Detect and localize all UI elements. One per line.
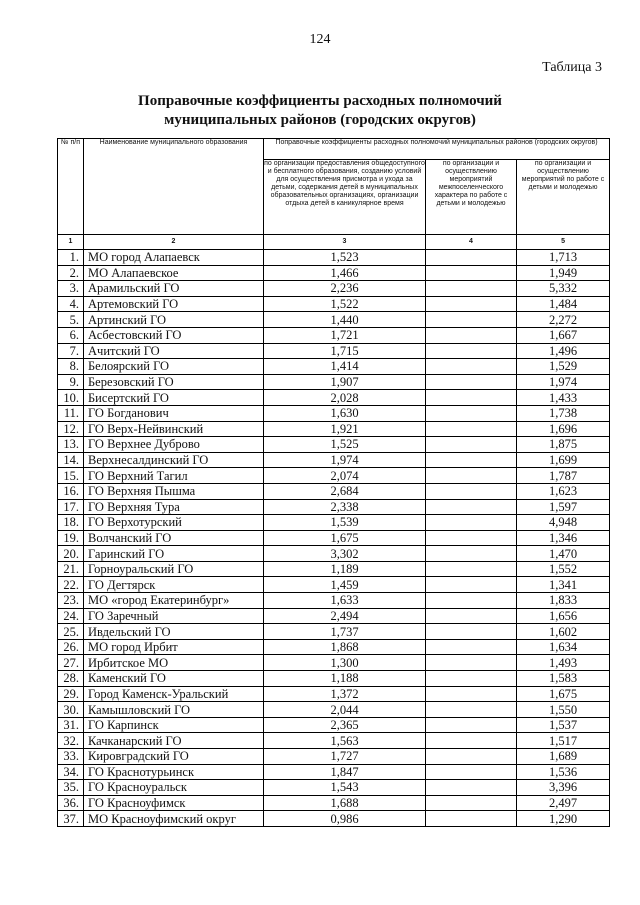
title-line-2: муниципальных районов (городских округов) bbox=[164, 112, 476, 128]
coef-education: 1,727 bbox=[264, 749, 426, 765]
coef-intermunicipal-youth bbox=[426, 639, 517, 655]
table-row bbox=[58, 749, 610, 765]
row-number: 14. bbox=[58, 452, 84, 468]
coef-youth: 1,341 bbox=[517, 577, 610, 593]
coef-education: 1,688 bbox=[264, 795, 426, 811]
coef-education: 1,563 bbox=[264, 733, 426, 749]
coef-youth: 1,667 bbox=[517, 327, 610, 343]
coef-education: 1,523 bbox=[264, 250, 426, 266]
table-row bbox=[58, 655, 610, 671]
coef-intermunicipal-youth bbox=[426, 577, 517, 593]
coef-intermunicipal-youth bbox=[426, 421, 517, 437]
coef-youth: 1,537 bbox=[517, 717, 610, 733]
coef-youth: 1,699 bbox=[517, 452, 610, 468]
municipality-name: ГО Верхнее Дуброво bbox=[84, 437, 264, 453]
row-number: 37. bbox=[58, 811, 84, 827]
header-index: 1 bbox=[58, 235, 84, 250]
header-col3: по организации предоставления общедоступного и бесплатного образования, созданию условий для осуществления присмотра и ухода за детьми, содержания детей в муниципальных образовательных организациях, организации отдыха детей в каникулярное время bbox=[264, 160, 426, 235]
municipality-name: ГО Красноуфимск bbox=[84, 795, 264, 811]
coef-education: 0,986 bbox=[264, 811, 426, 827]
table-row bbox=[58, 546, 610, 562]
coef-intermunicipal-youth bbox=[426, 671, 517, 687]
coef-intermunicipal-youth bbox=[426, 327, 517, 343]
table-row bbox=[58, 515, 610, 531]
coef-education: 1,414 bbox=[264, 359, 426, 375]
municipality-name: ГО Верхотурский bbox=[84, 515, 264, 531]
municipality-name: Белоярский ГО bbox=[84, 359, 264, 375]
coef-youth: 1,974 bbox=[517, 374, 610, 390]
row-number: 24. bbox=[58, 608, 84, 624]
coef-intermunicipal-youth bbox=[426, 483, 517, 499]
row-number: 20. bbox=[58, 546, 84, 562]
table-row bbox=[58, 296, 610, 312]
coef-youth: 1,738 bbox=[517, 405, 610, 421]
coef-youth: 1,787 bbox=[517, 468, 610, 484]
coef-intermunicipal-youth bbox=[426, 468, 517, 484]
coef-intermunicipal-youth bbox=[426, 515, 517, 531]
row-number: 27. bbox=[58, 655, 84, 671]
municipality-name: Березовский ГО bbox=[84, 374, 264, 390]
table-title bbox=[0, 92, 640, 130]
coef-intermunicipal-youth bbox=[426, 608, 517, 624]
coef-youth: 1,713 bbox=[517, 250, 610, 266]
coef-education: 2,365 bbox=[264, 717, 426, 733]
header-name: Наименование муниципального образования bbox=[84, 139, 264, 235]
municipality-name: Ивдельский ГО bbox=[84, 624, 264, 640]
coef-intermunicipal-youth bbox=[426, 499, 517, 515]
table-row bbox=[58, 421, 610, 437]
municipality-name: ГО Богданович bbox=[84, 405, 264, 421]
row-number: 8. bbox=[58, 359, 84, 375]
municipality-name: Кировградский ГО bbox=[84, 749, 264, 765]
header-index: 4 bbox=[426, 235, 517, 250]
row-number: 31. bbox=[58, 717, 84, 733]
coef-intermunicipal-youth bbox=[426, 312, 517, 328]
coef-intermunicipal-youth bbox=[426, 530, 517, 546]
coef-youth: 1,696 bbox=[517, 421, 610, 437]
header-col5: по организации и осуществлению мероприятий по работе с детьми и молодежью bbox=[517, 160, 610, 235]
coef-intermunicipal-youth bbox=[426, 250, 517, 266]
row-number: 12. bbox=[58, 421, 84, 437]
coef-intermunicipal-youth bbox=[426, 780, 517, 796]
table-row bbox=[58, 795, 610, 811]
coef-education: 1,459 bbox=[264, 577, 426, 593]
table-row bbox=[58, 374, 610, 390]
coef-intermunicipal-youth bbox=[426, 452, 517, 468]
table-row bbox=[58, 733, 610, 749]
table-row bbox=[58, 483, 610, 499]
municipality-name: ГО Верхний Тагил bbox=[84, 468, 264, 484]
table-row bbox=[58, 530, 610, 546]
coef-education: 2,338 bbox=[264, 499, 426, 515]
table-row bbox=[58, 343, 610, 359]
coef-intermunicipal-youth bbox=[426, 437, 517, 453]
coef-intermunicipal-youth bbox=[426, 374, 517, 390]
title-line-1: Поправочные коэффициенты расходных полномочий bbox=[138, 93, 502, 109]
coef-education: 2,684 bbox=[264, 483, 426, 499]
coef-youth: 1,875 bbox=[517, 437, 610, 453]
municipality-name: Горноуральский ГО bbox=[84, 561, 264, 577]
table-label: Таблица 3 bbox=[542, 60, 602, 75]
row-number: 19. bbox=[58, 530, 84, 546]
coef-youth: 2,272 bbox=[517, 312, 610, 328]
coef-youth: 1,602 bbox=[517, 624, 610, 640]
coef-youth: 4,948 bbox=[517, 515, 610, 531]
coef-education: 1,372 bbox=[264, 686, 426, 702]
header-index: 5 bbox=[517, 235, 610, 250]
municipality-name: МО город Ирбит bbox=[84, 639, 264, 655]
coef-education: 1,847 bbox=[264, 764, 426, 780]
header-index: 2 bbox=[84, 235, 264, 250]
coef-intermunicipal-youth bbox=[426, 717, 517, 733]
table-row bbox=[58, 577, 610, 593]
header-num: № п/п bbox=[58, 139, 84, 235]
row-number: 36. bbox=[58, 795, 84, 811]
coef-youth: 1,689 bbox=[517, 749, 610, 765]
table-row bbox=[58, 359, 610, 375]
row-number: 5. bbox=[58, 312, 84, 328]
coef-education: 1,525 bbox=[264, 437, 426, 453]
row-number: 16. bbox=[58, 483, 84, 499]
table-row bbox=[58, 811, 610, 827]
municipality-name: ГО Верхняя Пышма bbox=[84, 483, 264, 499]
coef-intermunicipal-youth bbox=[426, 390, 517, 406]
table-row bbox=[58, 405, 610, 421]
row-number: 2. bbox=[58, 265, 84, 281]
coef-intermunicipal-youth bbox=[426, 811, 517, 827]
row-number: 13. bbox=[58, 437, 84, 453]
coef-youth: 1,346 bbox=[517, 530, 610, 546]
coef-intermunicipal-youth bbox=[426, 405, 517, 421]
municipality-name: ГО Карпинск bbox=[84, 717, 264, 733]
row-number: 28. bbox=[58, 671, 84, 687]
municipality-name: Волчанский ГО bbox=[84, 530, 264, 546]
coef-education: 2,494 bbox=[264, 608, 426, 624]
coef-intermunicipal-youth bbox=[426, 281, 517, 297]
row-number: 23. bbox=[58, 593, 84, 609]
row-number: 29. bbox=[58, 686, 84, 702]
coef-education: 1,630 bbox=[264, 405, 426, 421]
municipality-name: Артемовский ГО bbox=[84, 296, 264, 312]
coef-youth: 1,583 bbox=[517, 671, 610, 687]
coef-intermunicipal-youth bbox=[426, 343, 517, 359]
row-number: 1. bbox=[58, 250, 84, 266]
table-row bbox=[58, 390, 610, 406]
coef-youth: 1,550 bbox=[517, 702, 610, 718]
coef-education: 1,907 bbox=[264, 374, 426, 390]
row-number: 15. bbox=[58, 468, 84, 484]
coef-intermunicipal-youth bbox=[426, 702, 517, 718]
coef-youth: 1,656 bbox=[517, 608, 610, 624]
municipality-name: Асбестовский ГО bbox=[84, 327, 264, 343]
header-group: Поправочные коэффициенты расходных полномочий муниципальных районов (городских округов) bbox=[264, 139, 610, 160]
coef-education: 1,715 bbox=[264, 343, 426, 359]
table-row bbox=[58, 452, 610, 468]
coef-education: 1,189 bbox=[264, 561, 426, 577]
coef-youth: 1,493 bbox=[517, 655, 610, 671]
coef-intermunicipal-youth bbox=[426, 624, 517, 640]
coef-youth: 1,496 bbox=[517, 343, 610, 359]
table-row bbox=[58, 468, 610, 484]
coef-intermunicipal-youth bbox=[426, 764, 517, 780]
table-row bbox=[58, 686, 610, 702]
row-number: 35. bbox=[58, 780, 84, 796]
coef-intermunicipal-youth bbox=[426, 265, 517, 281]
coef-education: 1,543 bbox=[264, 780, 426, 796]
table-row bbox=[58, 312, 610, 328]
municipality-name: Гаринский ГО bbox=[84, 546, 264, 562]
coef-intermunicipal-youth bbox=[426, 749, 517, 765]
row-number: 7. bbox=[58, 343, 84, 359]
row-number: 22. bbox=[58, 577, 84, 593]
table-row bbox=[58, 608, 610, 624]
coef-youth: 1,597 bbox=[517, 499, 610, 515]
coefficients-table bbox=[57, 138, 610, 827]
coef-education: 1,522 bbox=[264, 296, 426, 312]
coef-education: 3,302 bbox=[264, 546, 426, 562]
table-row bbox=[58, 780, 610, 796]
municipality-name: МО Алапаевское bbox=[84, 265, 264, 281]
table-row bbox=[58, 671, 610, 687]
coef-education: 1,737 bbox=[264, 624, 426, 640]
table-row bbox=[58, 327, 610, 343]
coef-education: 1,633 bbox=[264, 593, 426, 609]
municipality-name: ГО Краснотурьинск bbox=[84, 764, 264, 780]
coef-education: 1,675 bbox=[264, 530, 426, 546]
coef-intermunicipal-youth bbox=[426, 733, 517, 749]
row-number: 10. bbox=[58, 390, 84, 406]
municipality-name: Арамильский ГО bbox=[84, 281, 264, 297]
municipality-name: ГО Красноуральск bbox=[84, 780, 264, 796]
row-number: 11. bbox=[58, 405, 84, 421]
coef-education: 1,188 bbox=[264, 671, 426, 687]
row-number: 26. bbox=[58, 639, 84, 655]
coef-youth: 2,497 bbox=[517, 795, 610, 811]
table-row bbox=[58, 561, 610, 577]
table-row bbox=[58, 764, 610, 780]
coef-education: 1,974 bbox=[264, 452, 426, 468]
table-row bbox=[58, 702, 610, 718]
municipality-name: Город Каменск-Уральский bbox=[84, 686, 264, 702]
coef-education: 1,921 bbox=[264, 421, 426, 437]
page-number: 124 bbox=[309, 32, 331, 47]
municipality-name: Качканарский ГО bbox=[84, 733, 264, 749]
coef-youth: 1,833 bbox=[517, 593, 610, 609]
header-col4: по организации и осуществлению мероприятий межпоселенческого характера по работе с детьми и молодежью bbox=[426, 160, 517, 235]
coef-youth: 1,552 bbox=[517, 561, 610, 577]
coef-intermunicipal-youth bbox=[426, 561, 517, 577]
coef-youth: 1,675 bbox=[517, 686, 610, 702]
coef-education: 2,074 bbox=[264, 468, 426, 484]
coef-youth: 5,332 bbox=[517, 281, 610, 297]
table-row bbox=[58, 593, 610, 609]
coef-intermunicipal-youth bbox=[426, 593, 517, 609]
coef-education: 2,028 bbox=[264, 390, 426, 406]
municipality-name: Бисертский ГО bbox=[84, 390, 264, 406]
row-number: 30. bbox=[58, 702, 84, 718]
table-row bbox=[58, 437, 610, 453]
coef-youth: 1,949 bbox=[517, 265, 610, 281]
coef-education: 1,868 bbox=[264, 639, 426, 655]
coef-intermunicipal-youth bbox=[426, 686, 517, 702]
header-index: 3 bbox=[264, 235, 426, 250]
row-number: 32. bbox=[58, 733, 84, 749]
row-number: 4. bbox=[58, 296, 84, 312]
coef-youth: 1,517 bbox=[517, 733, 610, 749]
coef-education: 1,440 bbox=[264, 312, 426, 328]
coef-youth: 1,433 bbox=[517, 390, 610, 406]
row-number: 3. bbox=[58, 281, 84, 297]
table-row bbox=[58, 250, 610, 266]
row-number: 33. bbox=[58, 749, 84, 765]
row-number: 18. bbox=[58, 515, 84, 531]
row-number: 34. bbox=[58, 764, 84, 780]
row-number: 25. bbox=[58, 624, 84, 640]
coef-youth: 1,529 bbox=[517, 359, 610, 375]
coef-youth: 1,536 bbox=[517, 764, 610, 780]
municipality-name: ГО Заречный bbox=[84, 608, 264, 624]
table-row bbox=[58, 281, 610, 297]
coef-youth: 1,470 bbox=[517, 546, 610, 562]
table-row bbox=[58, 499, 610, 515]
coef-youth: 1,484 bbox=[517, 296, 610, 312]
municipality-name: Ирбитское МО bbox=[84, 655, 264, 671]
row-number: 17. bbox=[58, 499, 84, 515]
coef-youth: 3,396 bbox=[517, 780, 610, 796]
row-number: 21. bbox=[58, 561, 84, 577]
table-row bbox=[58, 717, 610, 733]
coef-intermunicipal-youth bbox=[426, 655, 517, 671]
municipality-name: Ачитский ГО bbox=[84, 343, 264, 359]
municipality-name: Артинский ГО bbox=[84, 312, 264, 328]
municipality-name: Каменский ГО bbox=[84, 671, 264, 687]
municipality-name: МО Красноуфимский округ bbox=[84, 811, 264, 827]
row-number: 9. bbox=[58, 374, 84, 390]
municipality-name: Верхнесалдинский ГО bbox=[84, 452, 264, 468]
coef-youth: 1,623 bbox=[517, 483, 610, 499]
coef-education: 1,300 bbox=[264, 655, 426, 671]
coef-youth: 1,290 bbox=[517, 811, 610, 827]
coef-education: 1,466 bbox=[264, 265, 426, 281]
municipality-name: Камышловский ГО bbox=[84, 702, 264, 718]
coef-education: 2,236 bbox=[264, 281, 426, 297]
coef-intermunicipal-youth bbox=[426, 795, 517, 811]
coef-intermunicipal-youth bbox=[426, 359, 517, 375]
municipality-name: ГО Дегтярск bbox=[84, 577, 264, 593]
coef-youth: 1,634 bbox=[517, 639, 610, 655]
table-row bbox=[58, 624, 610, 640]
table-row bbox=[58, 265, 610, 281]
table-row bbox=[58, 639, 610, 655]
row-number: 6. bbox=[58, 327, 84, 343]
coef-intermunicipal-youth bbox=[426, 296, 517, 312]
municipality-name: МО город Алапаевск bbox=[84, 250, 264, 266]
coef-intermunicipal-youth bbox=[426, 546, 517, 562]
municipality-name: ГО Верхняя Тура bbox=[84, 499, 264, 515]
municipality-name: МО «город Екатеринбург» bbox=[84, 593, 264, 609]
coef-education: 1,721 bbox=[264, 327, 426, 343]
coef-education: 1,539 bbox=[264, 515, 426, 531]
coef-education: 2,044 bbox=[264, 702, 426, 718]
municipality-name: ГО Верх-Нейвинский bbox=[84, 421, 264, 437]
